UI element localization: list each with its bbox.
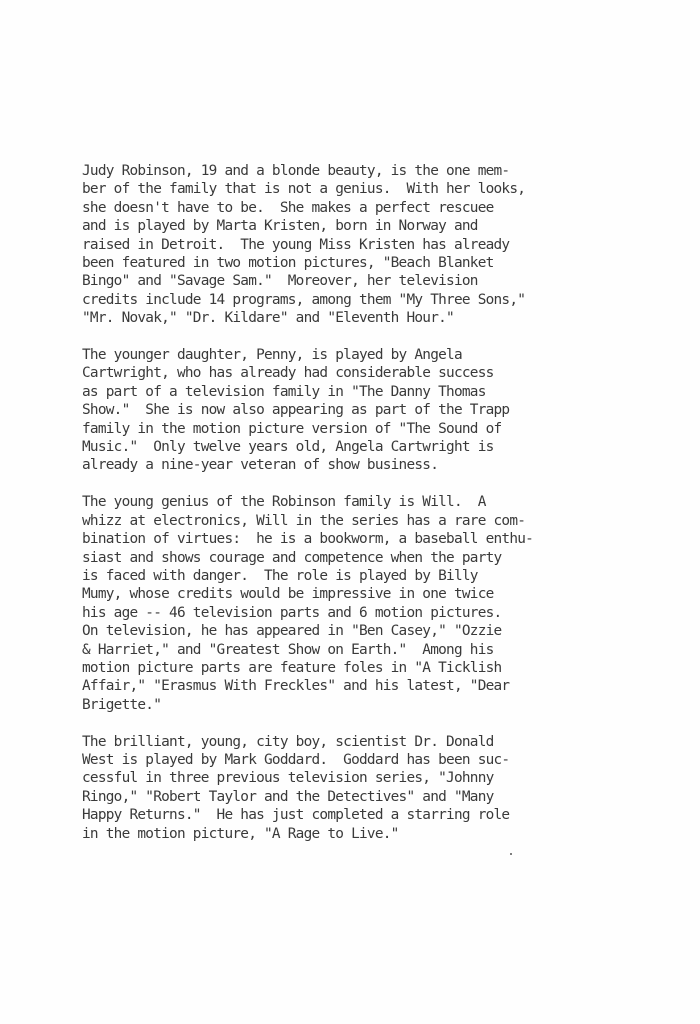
document-body <box>82 162 682 861</box>
text-line: credits include 14 programs, among them "My Three Sons," <box>82 291 526 308</box>
text-line: Bingo" and "Savage Sam." Moreover, her television <box>82 273 478 290</box>
text-line: whizz at electronics, Will in the series has a rare com- <box>82 512 526 529</box>
text-line: in the motion picture, "A Rage to Live." <box>82 825 399 842</box>
text-line: is faced with danger. The role is played by Billy <box>82 567 478 584</box>
text-line: bination of virtues: he is a bookworm, a baseball enthu- <box>82 531 534 548</box>
text-line: Affair," "Erasmus With Freckles" and his latest, "Dear <box>82 678 510 695</box>
paragraph-will-robinson <box>82 493 682 714</box>
paragraph-don-west <box>82 733 682 843</box>
text-line: already a nine-year veteran of show business. <box>82 457 439 474</box>
text-line: Mumy, whose credits would be impressive in one twice <box>82 586 494 603</box>
text-line: and is played by Marta Kristen, born in Norway and <box>82 218 478 235</box>
text-line: & Harriet," and "Greatest Show on Earth." Among his <box>82 641 494 658</box>
text-line: motion picture parts are feature foles in "A Ticklish <box>82 659 502 676</box>
text-line: his age -- 46 television parts and 6 motion pictures. <box>82 604 502 621</box>
ink-speck <box>510 853 512 855</box>
text-line: Music." Only twelve years old, Angela Cartwright is <box>82 439 494 456</box>
paragraph-judy-robinson <box>82 162 682 328</box>
text-line: ber of the family that is not a genius. With her looks, <box>82 181 526 198</box>
text-line: family in the motion picture version of "The Sound of <box>82 420 502 437</box>
text-line: she doesn't have to be. She makes a perfect rescuee <box>82 199 494 216</box>
text-line: The younger daughter, Penny, is played by Angela <box>82 347 462 364</box>
text-line: "Mr. Novak," "Dr. Kildare" and "Eleventh Hour." <box>82 310 454 327</box>
text-line: Ringo," "Robert Taylor and the Detectives" and "Many <box>82 788 494 805</box>
text-line: Show." She is now also appearing as part of the Trapp <box>82 402 510 419</box>
text-line: Judy Robinson, 19 and a blonde beauty, is the one mem- <box>82 163 510 179</box>
text-line: Brigette." <box>82 696 162 713</box>
text-line: raised in Detroit. The young Miss Kristen has already <box>82 236 510 253</box>
text-line: West is played by Mark Goddard. Goddard has been suc- <box>82 751 510 768</box>
text-line: as part of a television family in "The Danny Thomas <box>82 383 486 400</box>
text-line: On television, he has appeared in "Ben Casey," "Ozzie <box>82 623 502 640</box>
text-line: been featured in two motion pictures, "Beach Blanket <box>82 255 494 272</box>
text-line: The young genius of the Robinson family is Will. A <box>82 494 486 511</box>
text-line: Happy Returns." He has just completed a starring role <box>82 807 510 824</box>
text-line: siast and shows courage and competence when the party <box>82 549 502 566</box>
paragraph-penny-robinson <box>82 346 682 475</box>
text-line: The brilliant, young, city boy, scientist Dr. Donald <box>82 733 494 750</box>
text-line: Cartwright, who has already had considerable success <box>82 365 494 382</box>
text-line: cessful in three previous television series, "Johnny <box>82 770 494 787</box>
